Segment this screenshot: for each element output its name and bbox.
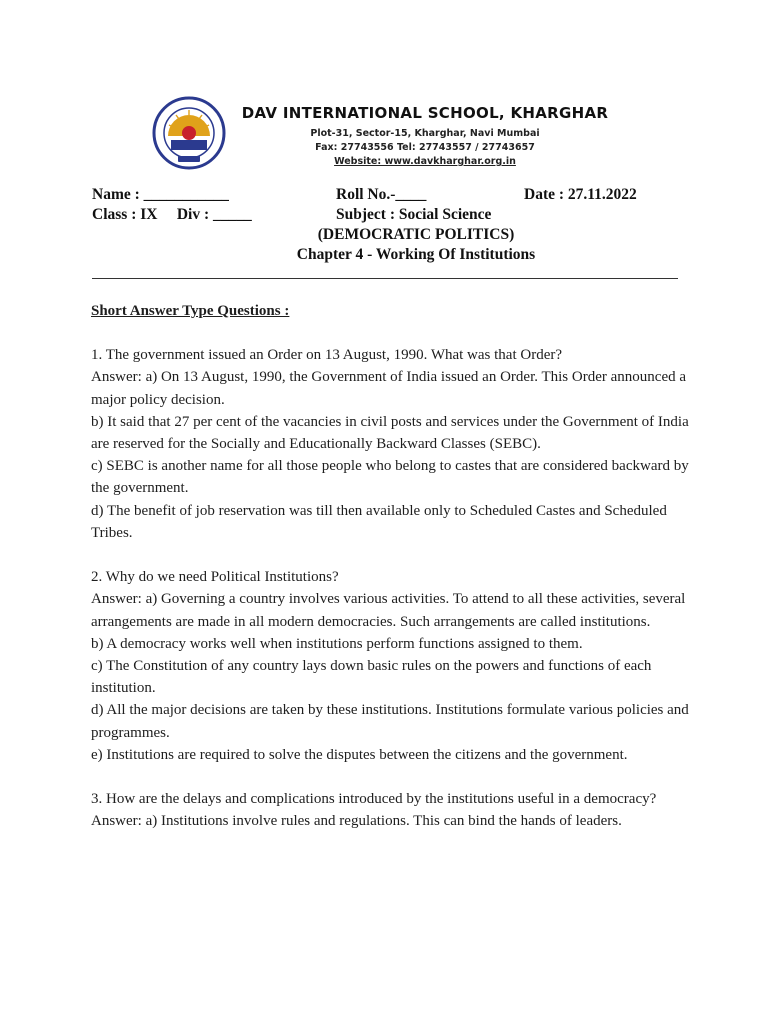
q2-answer-d: d) All the major decisions are taken by these institutions. Institutions formulate various policies and programmes. <box>91 702 689 741</box>
section-title: Short Answer Type Questions : <box>91 303 290 319</box>
school-header <box>241 104 666 169</box>
q3-question: 3. How are the delays and complications introduced by the institutions useful in a democracy? <box>91 791 657 808</box>
q2-answer-a: Answer: a) Governing a country involves various activities. To attend to all these activities, several arrangements are made in all modern democracies. Such arrangements are called institutions. <box>91 591 686 630</box>
q2-answer-e: e) Institutions are required to solve the disputes between the citizens and the government. <box>91 746 628 763</box>
q2-answer-c: c) The Constitution of any country lays down basic rules on the powers and functions of each institution. <box>91 658 652 697</box>
subject-subtitle: (DEMOCRATIC POLITICS) <box>317 226 515 243</box>
header-rule <box>92 278 678 279</box>
school-address: Plot-31, Sector-15, Kharghar, Navi Mumbai <box>310 128 540 139</box>
date-field: Date : 27.11.2022 <box>524 186 637 203</box>
q1-question: 1. The government issued an Order on 13 August, 1990. What was that Order? <box>91 347 563 364</box>
q1-answer-b: b) It said that 27 per cent of the vacancies in civil posts and services under the Government of India are reserved for the Socially and Educationally Backward Classes (SEBC). <box>91 413 689 453</box>
school-contact: Fax: 27743556 Tel: 27743557 / 27743657 <box>315 142 535 153</box>
class-div-field: Class : IX Div : _____ <box>92 206 252 223</box>
school-website: Website: www.davkharghar.org.in <box>334 156 516 167</box>
q2-question: 2. Why do we need Political Institutions? <box>91 569 339 586</box>
document-body <box>91 300 691 833</box>
roll-field: Roll No.-____ <box>336 186 427 203</box>
q2-answer-b: b) A democracy works well when institutions perform functions assigned to them. <box>91 635 583 652</box>
q1-answer-a: Answer: a) On 13 August, 1990, the Government of India issued an Order. This Order announced a major policy decision. <box>91 369 687 408</box>
q1-answer-c: c) SEBC is another name for all those people who belong to castes that are considered backward by the government. <box>91 458 689 497</box>
q1-answer-d: d) The benefit of job reservation was till then available only to Scheduled Castes and Scheduled Tribes. <box>91 502 667 541</box>
name-field: Name : ___________ <box>92 186 229 203</box>
chapter-title: Chapter 4 - Working Of Institutions <box>296 246 536 263</box>
subject-field: Subject : Social Science <box>336 206 492 223</box>
school-name: DAV INTERNATIONAL SCHOOL, KHARGHAR <box>241 104 609 122</box>
q3-answer-a: Answer: a) Institutions involve rules and regulations. This can bind the hands of leaders. <box>91 813 622 830</box>
